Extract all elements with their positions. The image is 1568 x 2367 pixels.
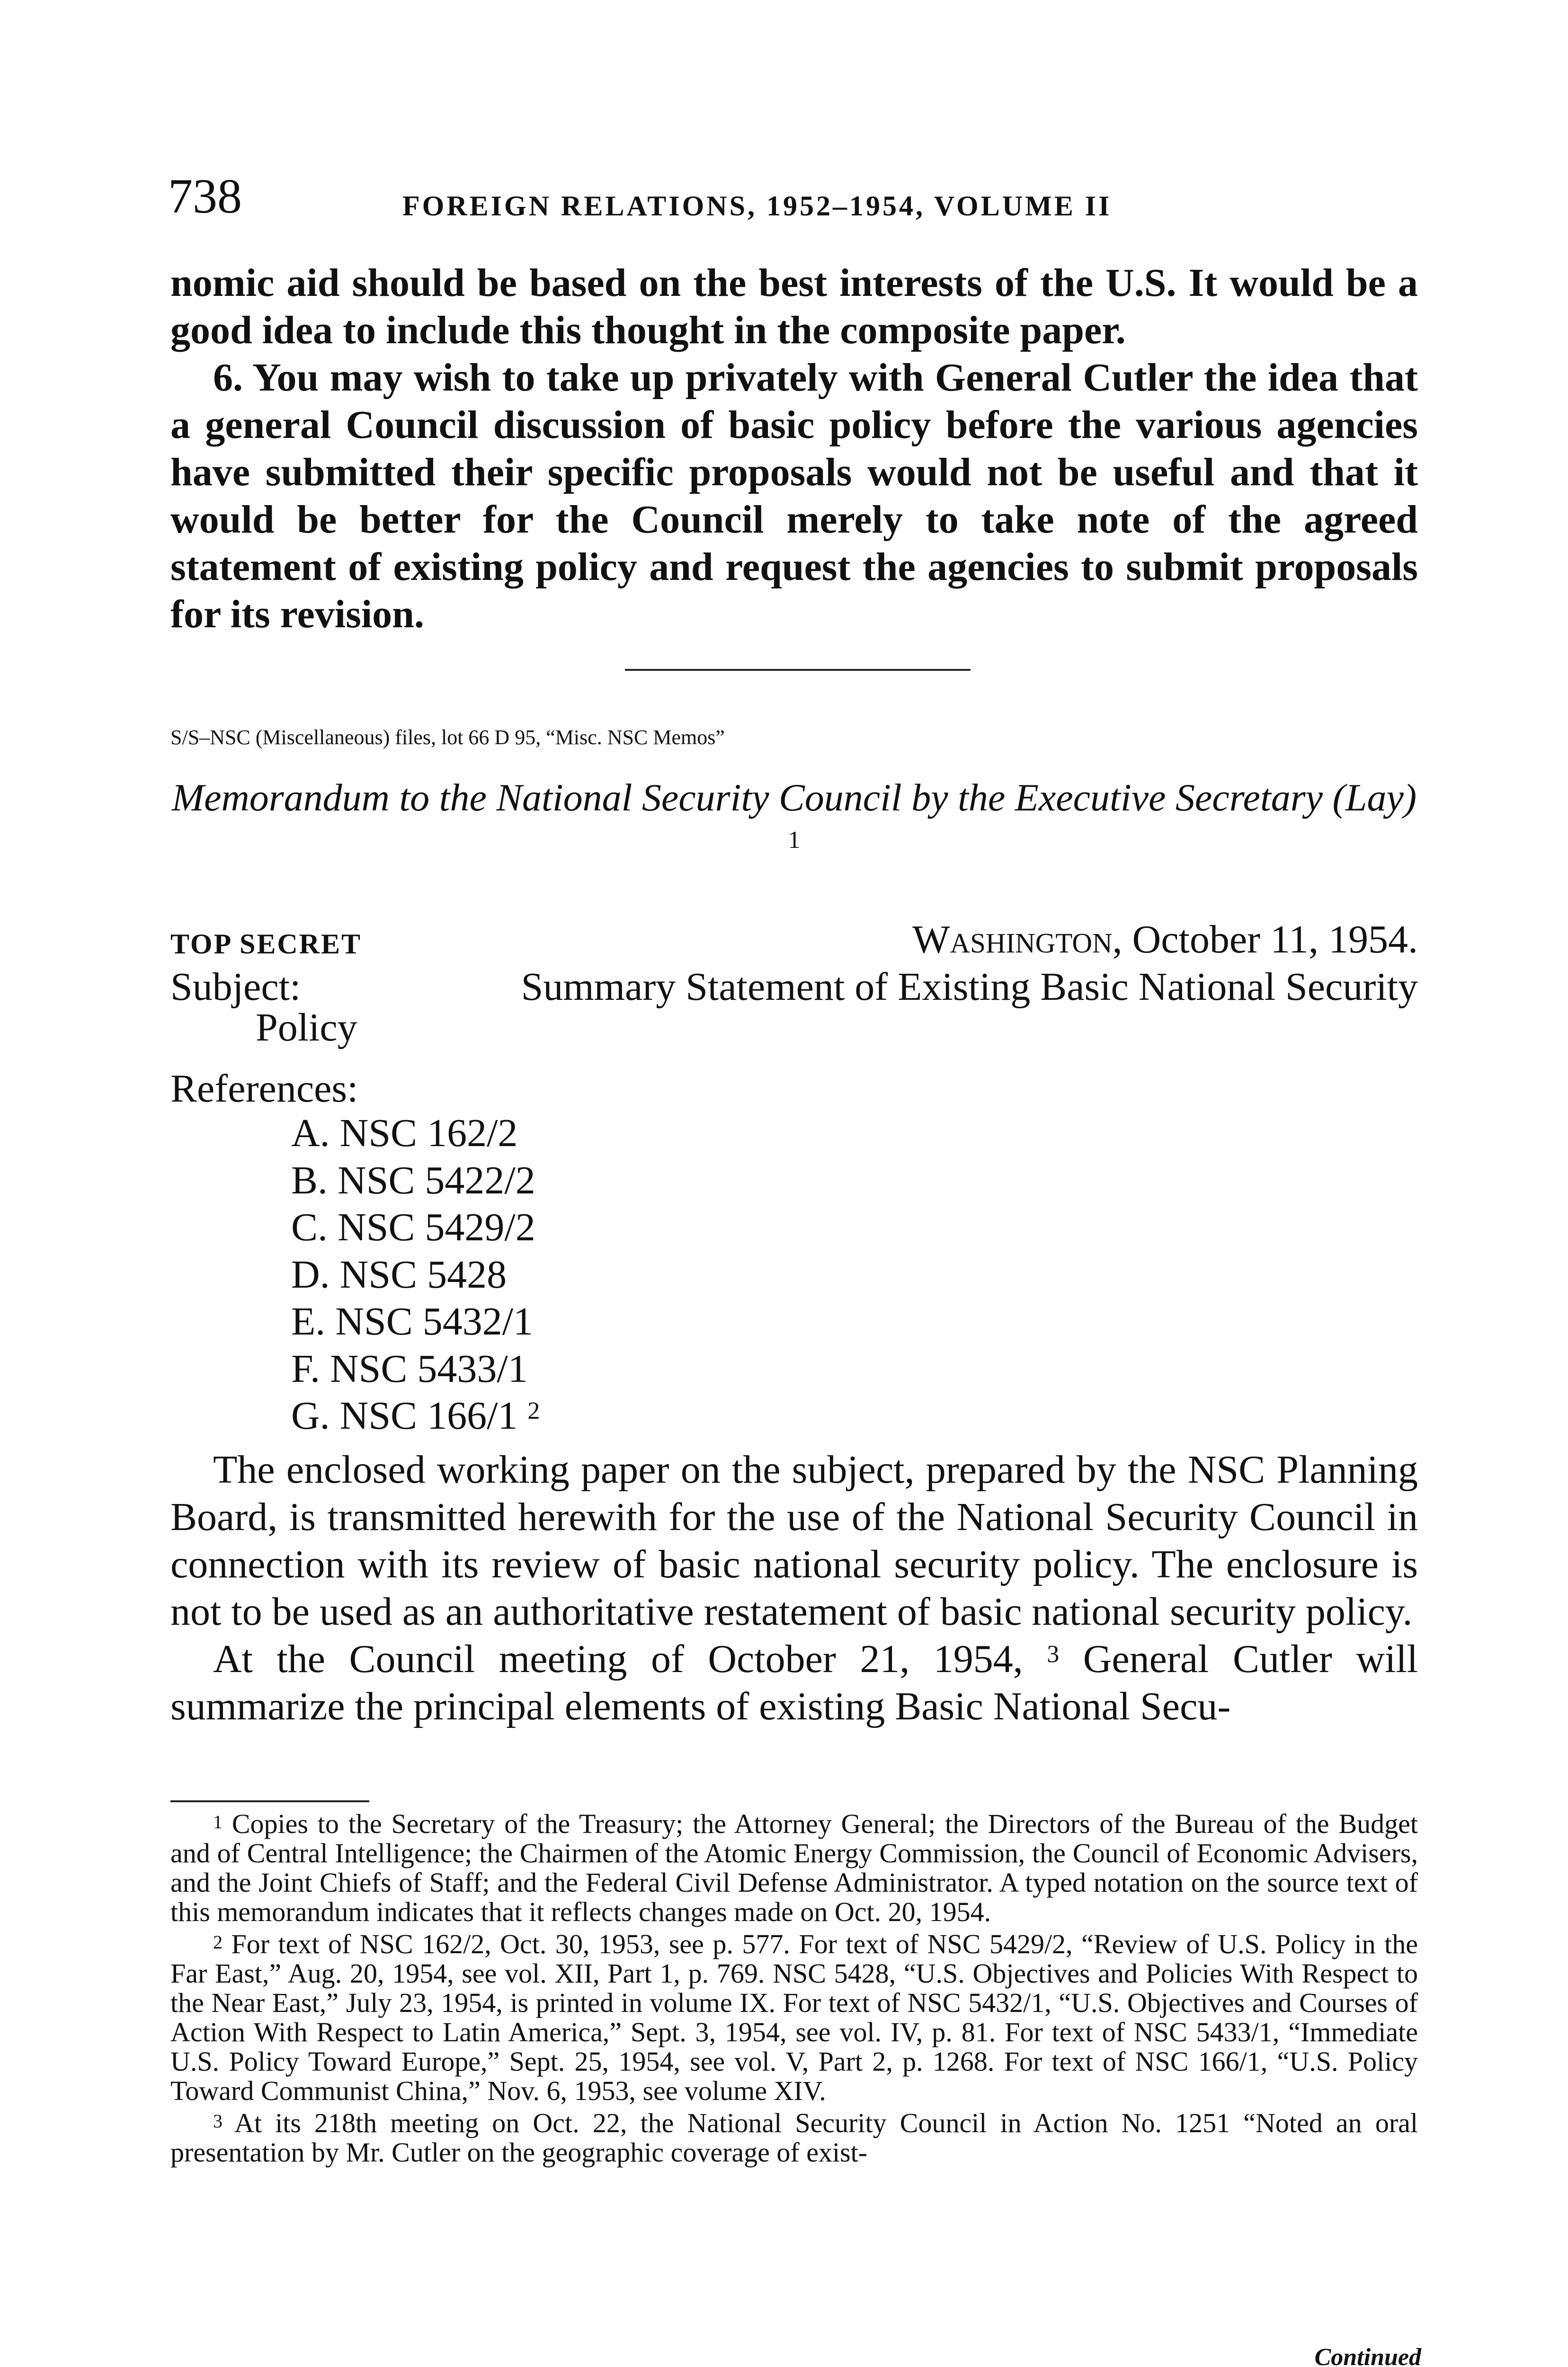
dateline-place: Washington [912, 917, 1113, 961]
document-title [170, 774, 1418, 869]
body-paragraph-2 [170, 1636, 1418, 1730]
subject-text-continued: Policy [256, 1006, 357, 1050]
footnote-rule [170, 1800, 369, 1802]
reference-item: F. NSC 5433/1 [291, 1346, 528, 1391]
section-divider [625, 669, 971, 671]
running-head [168, 170, 1418, 227]
continued-label: Continued [1314, 2344, 1421, 2367]
footnote-ref-3: 3 [1047, 1641, 1060, 1668]
subject-label: Subject: [170, 965, 301, 1009]
continuation-paragraph: nomic aid should be based on the best interests of the U.S. It would be a good idea to include this thought in the composite paper. [170, 261, 1418, 352]
footnote-text: For text of NSC 162/2, Oct. 30, 1953, see p. 577. For text of NSC 5429/2, “Review of U.S. Policy in the Far East,” Aug. 20, 1954, see vol. XII, Part 1, p. 769. NSC 5428, “U.S. Objectives and Policies With Respect to the Near East,” July 23, 1954, is printed in volume IX. For text of NSC 5432/1, “U.S. Objectives and Courses of Action With Respect to Latin America,” Sept. 3, 1954, see vol. IV, p. 81. For text of NSC 5433/1, “Immediate U.S. Policy Toward Europe,” Sept. 25, 1954, see vol. V, Part 2, p. 1268. For text of NSC 166/1, “U.S. Policy Toward Communist China,” Nov. 6, 1953, see volume XIV. [170, 1929, 1418, 2106]
footnotes [170, 1809, 1418, 2170]
body-paragraph-2-start: At the Council meeting of October 21, 1954, [213, 1637, 1023, 1681]
footnote-1 [170, 1809, 1418, 1927]
dateline-separator: , [1112, 917, 1132, 961]
body-block [170, 1446, 1418, 1730]
footnote-text: Copies to the Secretary of the Treasury; the Attorney General; the Directors of the Bureau of the Budget and of Central Intelligence; the Chairmen of the Atomic Energy Commission, the Council of Economic Advisers, and the Joint Chiefs of Staff; and the Federal Civil Defense Administrator. A typed notation on the source text of this memorandum indicates that it reflects changes made on Oct. 20, 1954. [170, 1808, 1418, 1927]
dateline-date: October 11, 1954. [1132, 917, 1418, 961]
footnote-number: 1 [213, 1811, 223, 1833]
reference-item: A. NSC 162/2 [291, 1111, 518, 1155]
footnote-ref-1: 1 [788, 827, 801, 854]
references-list [291, 1110, 540, 1440]
running-title: FOREIGN RELATIONS, 1952–1954, VOLUME II [402, 190, 1112, 222]
reference-item: D. NSC 5428 [291, 1252, 507, 1297]
dateline [912, 916, 1418, 963]
footnote-text: At its 218th meeting on Oct. 22, the National Security Council in Action No. 1251 “Noted an oral presentation by Mr. Cutler on the geographic coverage of exist- [170, 2108, 1418, 2168]
page-number: 738 [168, 169, 242, 223]
references-label: References: [170, 1067, 358, 1111]
continuation-block [170, 259, 1418, 638]
footnote-2 [170, 1930, 1418, 2106]
classification-marking: TOP SECRET [170, 928, 362, 960]
footnote-3 [170, 2109, 1418, 2167]
body-paragraph-1: The enclosed working paper on the subject, prepared by the NSC Planning Board, is transmitted herewith for the use of the National Security Council in connection with its review of basic national security policy. The enclosure is not to be used as an authoritative restatement of basic national security policy. [170, 1448, 1418, 1634]
footnote-number: 2 [213, 1931, 223, 1953]
subject-text: Summary Statement of Existing Basic National Security [521, 965, 1418, 1009]
reference-item: E. NSC 5432/1 [291, 1299, 534, 1344]
body-paragraph-2-end: General Cutler will summarize the principal elements of existing Basic National Secu- [170, 1637, 1418, 1728]
footnote-ref-2: 2 [527, 1397, 540, 1424]
footnote-number: 3 [213, 2110, 223, 2132]
reference-item: B. NSC 5422/2 [291, 1158, 535, 1202]
paragraph-6: 6. You may wish to take up privately with General Cutler the idea that a general Council discussion of basic policy before the various agencies have submitted their specific proposals would not be useful and that it would be better for the Council merely to take note of the agreed statement of existing policy and request the agencies to submit proposals for its revision. [170, 356, 1418, 636]
subject-line [170, 967, 1418, 1048]
reference-item-last [291, 1392, 540, 1440]
document-title-text: Memorandum to the National Security Council by the Executive Secretary (Lay) [171, 776, 1417, 819]
source-note: S/S–NSC (Miscellaneous) files, lot 66 D 95, “Misc. NSC Memos” [170, 726, 725, 749]
reference-item: G. NSC 166/1 [291, 1394, 518, 1438]
reference-item: C. NSC 5429/2 [291, 1205, 535, 1249]
